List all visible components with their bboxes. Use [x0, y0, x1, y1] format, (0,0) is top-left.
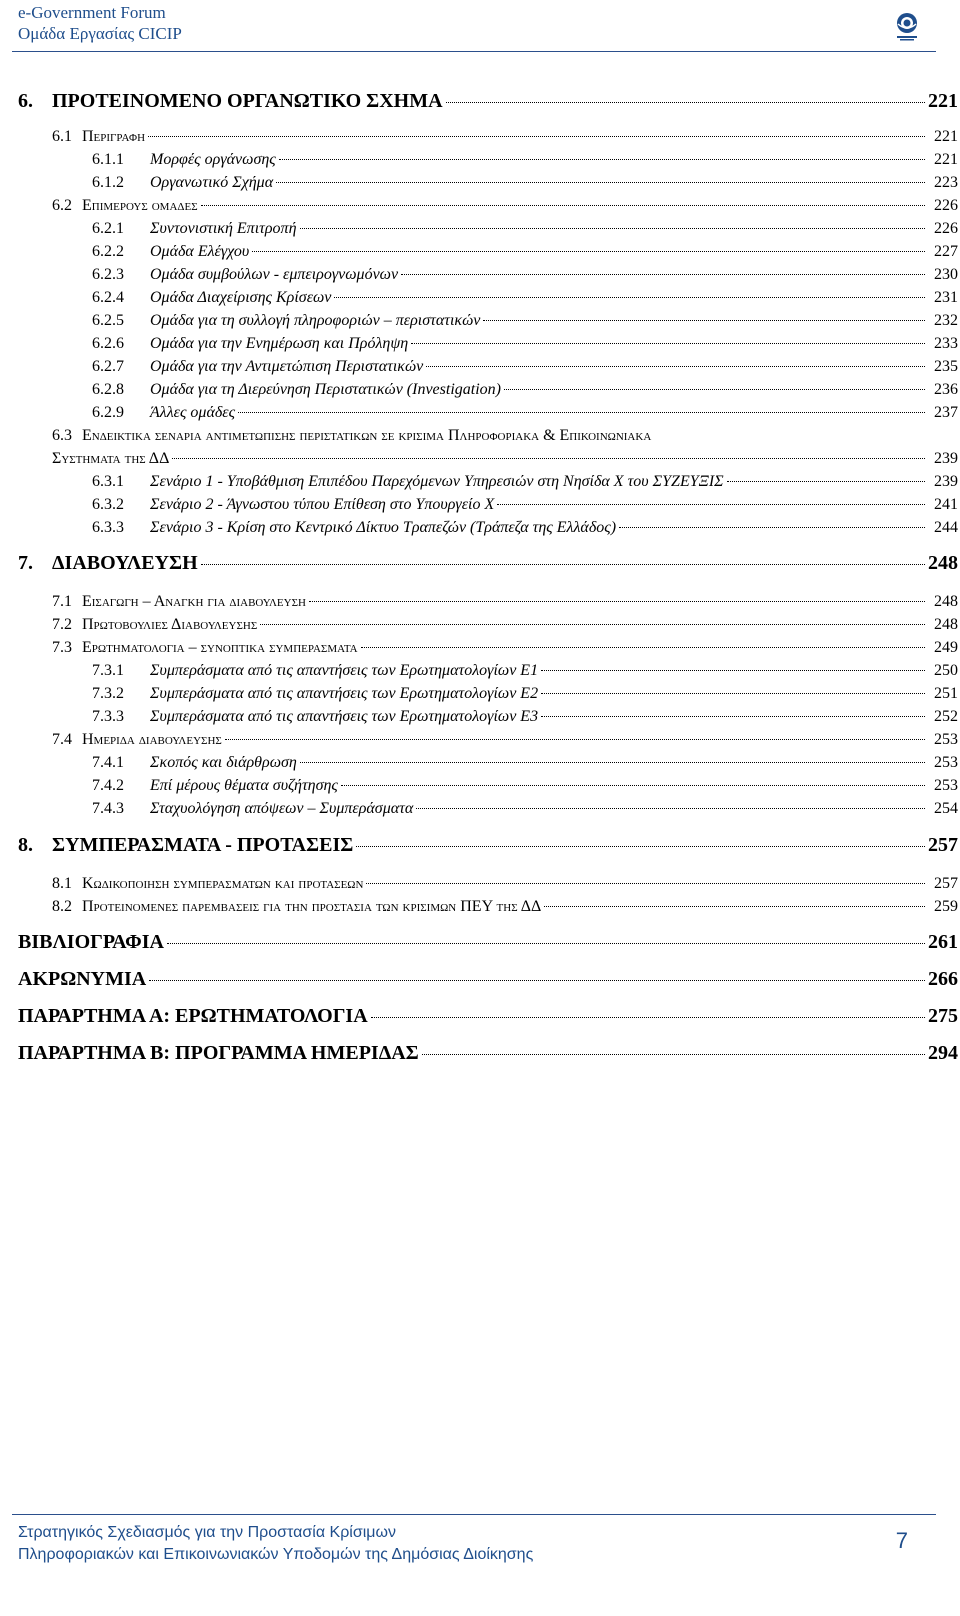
dot-leader: [172, 458, 925, 459]
toc-entry[interactable]: [92, 335, 958, 353]
toc-entry-title: ΠΑΡΑΡΤΗΜΑ Α: ΕΡΩΤΗΜΑΤΟΛΟΓΙΑ: [18, 1005, 368, 1027]
toc-entry-page: 223: [934, 174, 958, 191]
dot-leader: [167, 943, 925, 944]
toc-entry-page: 275: [928, 1005, 958, 1027]
page-number: 7: [895, 1528, 908, 1553]
toc-entry-title: Ομάδα Διαχείρισης Κρίσεων: [150, 289, 332, 306]
toc-entry-title: Ομάδα για τη συλλογή πληροφοριών – περιστατικών: [150, 312, 481, 329]
toc-entry-number: 6.2.1: [92, 220, 124, 237]
dot-leader: [225, 739, 925, 740]
toc-entry[interactable]: [52, 197, 958, 215]
toc-entry[interactable]: [92, 473, 958, 491]
toc-entry[interactable]: [52, 427, 958, 445]
toc-entry[interactable]: [92, 404, 958, 422]
dot-leader: [149, 980, 925, 981]
dot-leader: [544, 906, 925, 907]
dot-leader: [148, 136, 925, 137]
toc-entry-number: 6.2.5: [92, 312, 124, 329]
toc-entry-number: 7.3.3: [92, 708, 124, 725]
toc-entry-number: 6.2: [52, 197, 72, 214]
toc-chapter-entry[interactable]: [18, 90, 958, 113]
toc-entry-page: 226: [934, 220, 958, 237]
toc-entry-number: 6.3: [52, 427, 72, 444]
toc-entry-number: 7.3: [52, 639, 72, 656]
toc-entry-title: Ενδεικτικα σεναρια αντιμετωπισης περιστατικων σε κρισιμα Πληροφοριακα & Επικοινωνιακα: [82, 427, 652, 444]
dot-leader: [422, 1054, 925, 1055]
dot-leader: [371, 1017, 925, 1018]
toc-chapter-entry[interactable]: [18, 931, 958, 954]
dot-leader: [279, 159, 925, 160]
toc-entry-page: 239: [934, 450, 958, 467]
toc-entry-title: Σενάριο 2 - Άγνωστου τύπου Επίθεση στο Υπουργείο Χ: [150, 496, 495, 513]
dot-leader: [497, 504, 925, 505]
dot-leader: [238, 412, 925, 413]
toc-entry[interactable]: [92, 289, 958, 307]
toc-entry[interactable]: [92, 777, 958, 795]
dot-leader: [416, 808, 925, 809]
toc-entry-number: 7.4.2: [92, 777, 124, 794]
dot-leader: [446, 102, 925, 103]
dot-leader: [201, 205, 925, 206]
toc-entry-page: 221: [934, 151, 958, 168]
toc-entry-title: ΣΥΜΠΕΡΑΣΜΑΤΑ - ΠΡΟΤΑΣΕΙΣ: [52, 834, 354, 856]
toc-entry-number: 7.3.1: [92, 662, 124, 679]
toc-entry-number: 8.2: [52, 898, 72, 915]
footer-rule: [12, 1514, 936, 1515]
toc-entry-title: Συμπεράσματα από τις απαντήσεις των Ερωτηματολογίων Ε3: [150, 708, 539, 725]
toc-entry-page: 251: [934, 685, 958, 702]
toc-entry-title: Περιγραφη: [82, 128, 146, 145]
toc-entry[interactable]: [92, 496, 958, 514]
dot-leader: [276, 182, 925, 183]
toc-entry[interactable]: [52, 593, 958, 611]
dot-leader: [541, 670, 925, 671]
dot-leader: [366, 883, 925, 884]
toc-entry-number: 6.2.8: [92, 381, 124, 398]
toc-entry-number: 6.3.1: [92, 473, 124, 490]
toc-entry-title: Ερωτηματολογια – συνοπτικα συμπερασματα: [82, 639, 358, 656]
footer-title-line2: Πληροφοριακών και Επικοινωνιακών Υποδομών της Δημόσιας Διοίκησης: [18, 1546, 534, 1563]
toc-entry-page: 259: [934, 898, 958, 915]
toc-entry-number: 7.4: [52, 731, 72, 748]
dot-leader: [504, 389, 925, 390]
toc-entry-title: Ομάδα Ελέγχου: [150, 243, 250, 260]
toc-entry-title: Κωδικοποιηση συμπερασματων και προτασεων: [82, 875, 364, 892]
toc-entry-number: 8.: [18, 834, 33, 856]
toc-entry-number: 6.2.4: [92, 289, 124, 306]
toc-chapter-entry[interactable]: [18, 968, 958, 991]
toc-entry-number: 7.4.1: [92, 754, 124, 771]
toc-entry-title: Άλλες ομάδες: [150, 404, 236, 421]
toc-entry[interactable]: [92, 266, 958, 284]
toc-entry-title: Σενάριο 3 - Κρίση στο Κεντρικό Δίκτυο Τραπεζών (Τράπεζα της Ελλάδος): [150, 519, 617, 536]
toc-entry-page: 244: [934, 519, 958, 536]
toc-entry-number: 6.3.3: [92, 519, 124, 536]
toc-entry-number: 8.1: [52, 875, 72, 892]
toc-entry-number: 6.3.2: [92, 496, 124, 513]
toc-entry-title: Σενάριο 1 - Υποβάθμιση Επιπέδου Παρεχόμενων Υπηρεσιών στη Νησίδα Χ του ΣΥΖΕΥΞΙΣ: [150, 473, 724, 490]
header-workgroup-title: Ομάδα Εργασίας CICIP: [18, 24, 182, 43]
toc-entry-number: 6.1.2: [92, 174, 124, 191]
toc-entry-number: 7.3.2: [92, 685, 124, 702]
toc-entry-title: Εισαγωγη – Αναγκη για διαβουλευση: [82, 593, 306, 610]
toc-entry-title: Σταχυολόγηση απόψεων – Συμπεράσματα: [150, 800, 414, 817]
toc-entry-page: 231: [934, 289, 958, 306]
toc-entry-page: 230: [934, 266, 958, 283]
toc-entry[interactable]: [92, 519, 958, 537]
toc-entry-title: Μορφές οργάνωσης: [150, 151, 276, 168]
toc-entry-title: ΠΡΟΤΕΙΝΟΜΕΝΟ ΟΡΓΑΝΩΤΙΚΟ ΣΧΗΜΑ: [52, 90, 443, 112]
toc-entry[interactable]: [92, 220, 958, 238]
dot-leader: [541, 693, 925, 694]
toc-entry-number: 6.: [18, 90, 33, 112]
toc-entry-page: 253: [934, 754, 958, 771]
toc-entry-title: Επί μέρους θέματα συζήτησης: [150, 777, 338, 794]
toc-entry-page: 237: [934, 404, 958, 421]
toc-entry-page: 241: [934, 496, 958, 513]
toc-entry-title: Συμπεράσματα από τις απαντήσεις των Ερωτηματολογίων Ε1: [150, 662, 539, 679]
toc-entry[interactable]: [92, 800, 958, 818]
toc-entry[interactable]: [92, 662, 958, 680]
dot-leader: [619, 527, 925, 528]
dot-leader: [334, 297, 925, 298]
toc-entry-title: Ομάδα συμβούλων - εμπειρογνωμόνων: [150, 266, 399, 283]
toc-entry-number: 7.1: [52, 593, 72, 610]
dot-leader: [483, 320, 925, 321]
toc-entry-title: Ομάδα για την Αντιμετώπιση Περιστατικών: [150, 358, 424, 375]
toc-entry-page: 248: [934, 593, 958, 610]
header-rule: [12, 51, 936, 52]
page-header: [18, 2, 942, 52]
dot-leader: [300, 762, 925, 763]
dot-leader: [260, 624, 925, 625]
toc-entry-number: 6.2.9: [92, 404, 124, 421]
toc-entry-page: 254: [934, 800, 958, 817]
toc-chapter-entry[interactable]: [18, 1042, 958, 1065]
toc-entry-page: 257: [934, 875, 958, 892]
toc-chapter-entry[interactable]: [18, 552, 958, 575]
toc-entry[interactable]: [52, 898, 958, 916]
toc-entry-page: 253: [934, 731, 958, 748]
toc-entry-number: 7.4.3: [92, 800, 124, 817]
dot-leader: [541, 716, 925, 717]
footer-title-line1: Στρατηγικός Σχεδιασμός για την Προστασία Κρίσιμων: [18, 1524, 396, 1541]
toc-entry-number: 6.2.7: [92, 358, 124, 375]
toc-entry-title: Ημεριδα διαβουλευσης: [82, 731, 222, 748]
toc-entry-number: 7.2: [52, 616, 72, 633]
dot-leader: [411, 343, 925, 344]
organization-logo-icon: [894, 12, 920, 42]
toc-entry[interactable]: [52, 639, 958, 657]
header-forum-title: e-Government Forum: [18, 3, 166, 22]
toc-entry-title: Ομάδα για την Ενημέρωση και Πρόληψη: [150, 335, 409, 352]
toc-entry[interactable]: [92, 312, 958, 330]
toc-entry-title: Συμπεράσματα από τις απαντήσεις των Ερωτηματολογίων Ε2: [150, 685, 539, 702]
toc-entry-page: 226: [934, 197, 958, 214]
dot-leader: [309, 601, 925, 602]
toc-entry-page: 236: [934, 381, 958, 398]
toc-entry-title: Επιμερους ομαδες: [82, 197, 198, 214]
toc-entry-page: 221: [934, 128, 958, 145]
dot-leader: [356, 846, 925, 847]
toc-entry[interactable]: [52, 616, 958, 634]
toc-entry-page: 253: [934, 777, 958, 794]
toc-entry[interactable]: [92, 358, 958, 376]
toc-entry-title: Προτεινομενες παρεμβασεις για την προστασια των κρισιμων ΠΕΥ της ΔΔ: [82, 898, 542, 915]
toc-entry-page: 252: [934, 708, 958, 725]
dot-leader: [300, 228, 926, 229]
toc-entry-title: Συστηματα της ΔΔ: [52, 450, 170, 467]
toc-chapter-entry[interactable]: [18, 1005, 958, 1028]
toc-entry[interactable]: [92, 243, 958, 261]
toc-chapter-entry[interactable]: [18, 834, 958, 857]
toc-entry-page: 232: [934, 312, 958, 329]
toc-entry-page: 248: [928, 552, 958, 574]
toc-entry-title: ΔΙΑΒΟΥΛΕΥΣΗ: [52, 552, 198, 574]
dot-leader: [727, 481, 925, 482]
dot-leader: [401, 274, 925, 275]
toc-entry-number: 6.2.2: [92, 243, 124, 260]
toc-entry-page: 233: [934, 335, 958, 352]
toc-entry-title: ΠΑΡΑΡΤΗΜΑ Β: ΠΡΟΓΡΑΜΜΑ ΗΜΕΡΙΔΑΣ: [18, 1042, 419, 1064]
toc-entry-page: 294: [928, 1042, 958, 1064]
toc-entry-number: 6.2.3: [92, 266, 124, 283]
dot-leader: [252, 251, 925, 252]
toc-entry-page: 235: [934, 358, 958, 375]
toc-entry[interactable]: [52, 450, 958, 468]
toc-entry[interactable]: [52, 128, 958, 146]
toc-entry-number: 7.: [18, 552, 33, 574]
toc-entry-page: 266: [928, 968, 958, 990]
toc-entry-title: Συντονιστική Επιτροπή: [150, 220, 297, 237]
toc-entry[interactable]: [92, 174, 958, 192]
toc-entry-page: 261: [928, 931, 958, 953]
toc-entry-title: Ομάδα για τη Διερεύνηση Περιστατικών (Investigation): [150, 381, 501, 398]
toc-entry-page: 249: [934, 639, 958, 656]
dot-leader: [361, 647, 925, 648]
toc-entry-number: 6.2.6: [92, 335, 124, 352]
toc-entry-page: 248: [934, 616, 958, 633]
toc-entry-title: ΑΚΡΩΝΥΜΙΑ: [18, 968, 147, 990]
toc-entry[interactable]: [92, 151, 958, 169]
toc-entry[interactable]: [52, 731, 958, 749]
toc-entry-page: 239: [934, 473, 958, 490]
toc-entry-title: Σκοπός και διάρθρωση: [150, 754, 297, 771]
toc-entry-title: ΒΙΒΛΙΟΓΡΑΦΙΑ: [18, 931, 164, 953]
toc-entry-number: 6.1.1: [92, 151, 124, 168]
toc-entry-page: 227: [934, 243, 958, 260]
dot-leader: [426, 366, 925, 367]
dot-leader: [201, 564, 925, 565]
toc-entry[interactable]: [92, 754, 958, 772]
toc-entry[interactable]: [92, 685, 958, 703]
toc-entry-page: 257: [928, 834, 958, 856]
toc-entry-title: Οργανωτικό Σχήμα: [150, 174, 274, 191]
toc-entry[interactable]: [92, 381, 958, 399]
toc-entry[interactable]: [52, 875, 958, 893]
toc-entry-page: 250: [934, 662, 958, 679]
toc-entry-title: Πρωτοβουλιες Διαβουλευσης: [82, 616, 258, 633]
toc-entry-number: 6.1: [52, 128, 72, 145]
dot-leader: [341, 785, 925, 786]
toc-entry[interactable]: [92, 708, 958, 726]
toc-entry-page: 221: [928, 90, 958, 112]
